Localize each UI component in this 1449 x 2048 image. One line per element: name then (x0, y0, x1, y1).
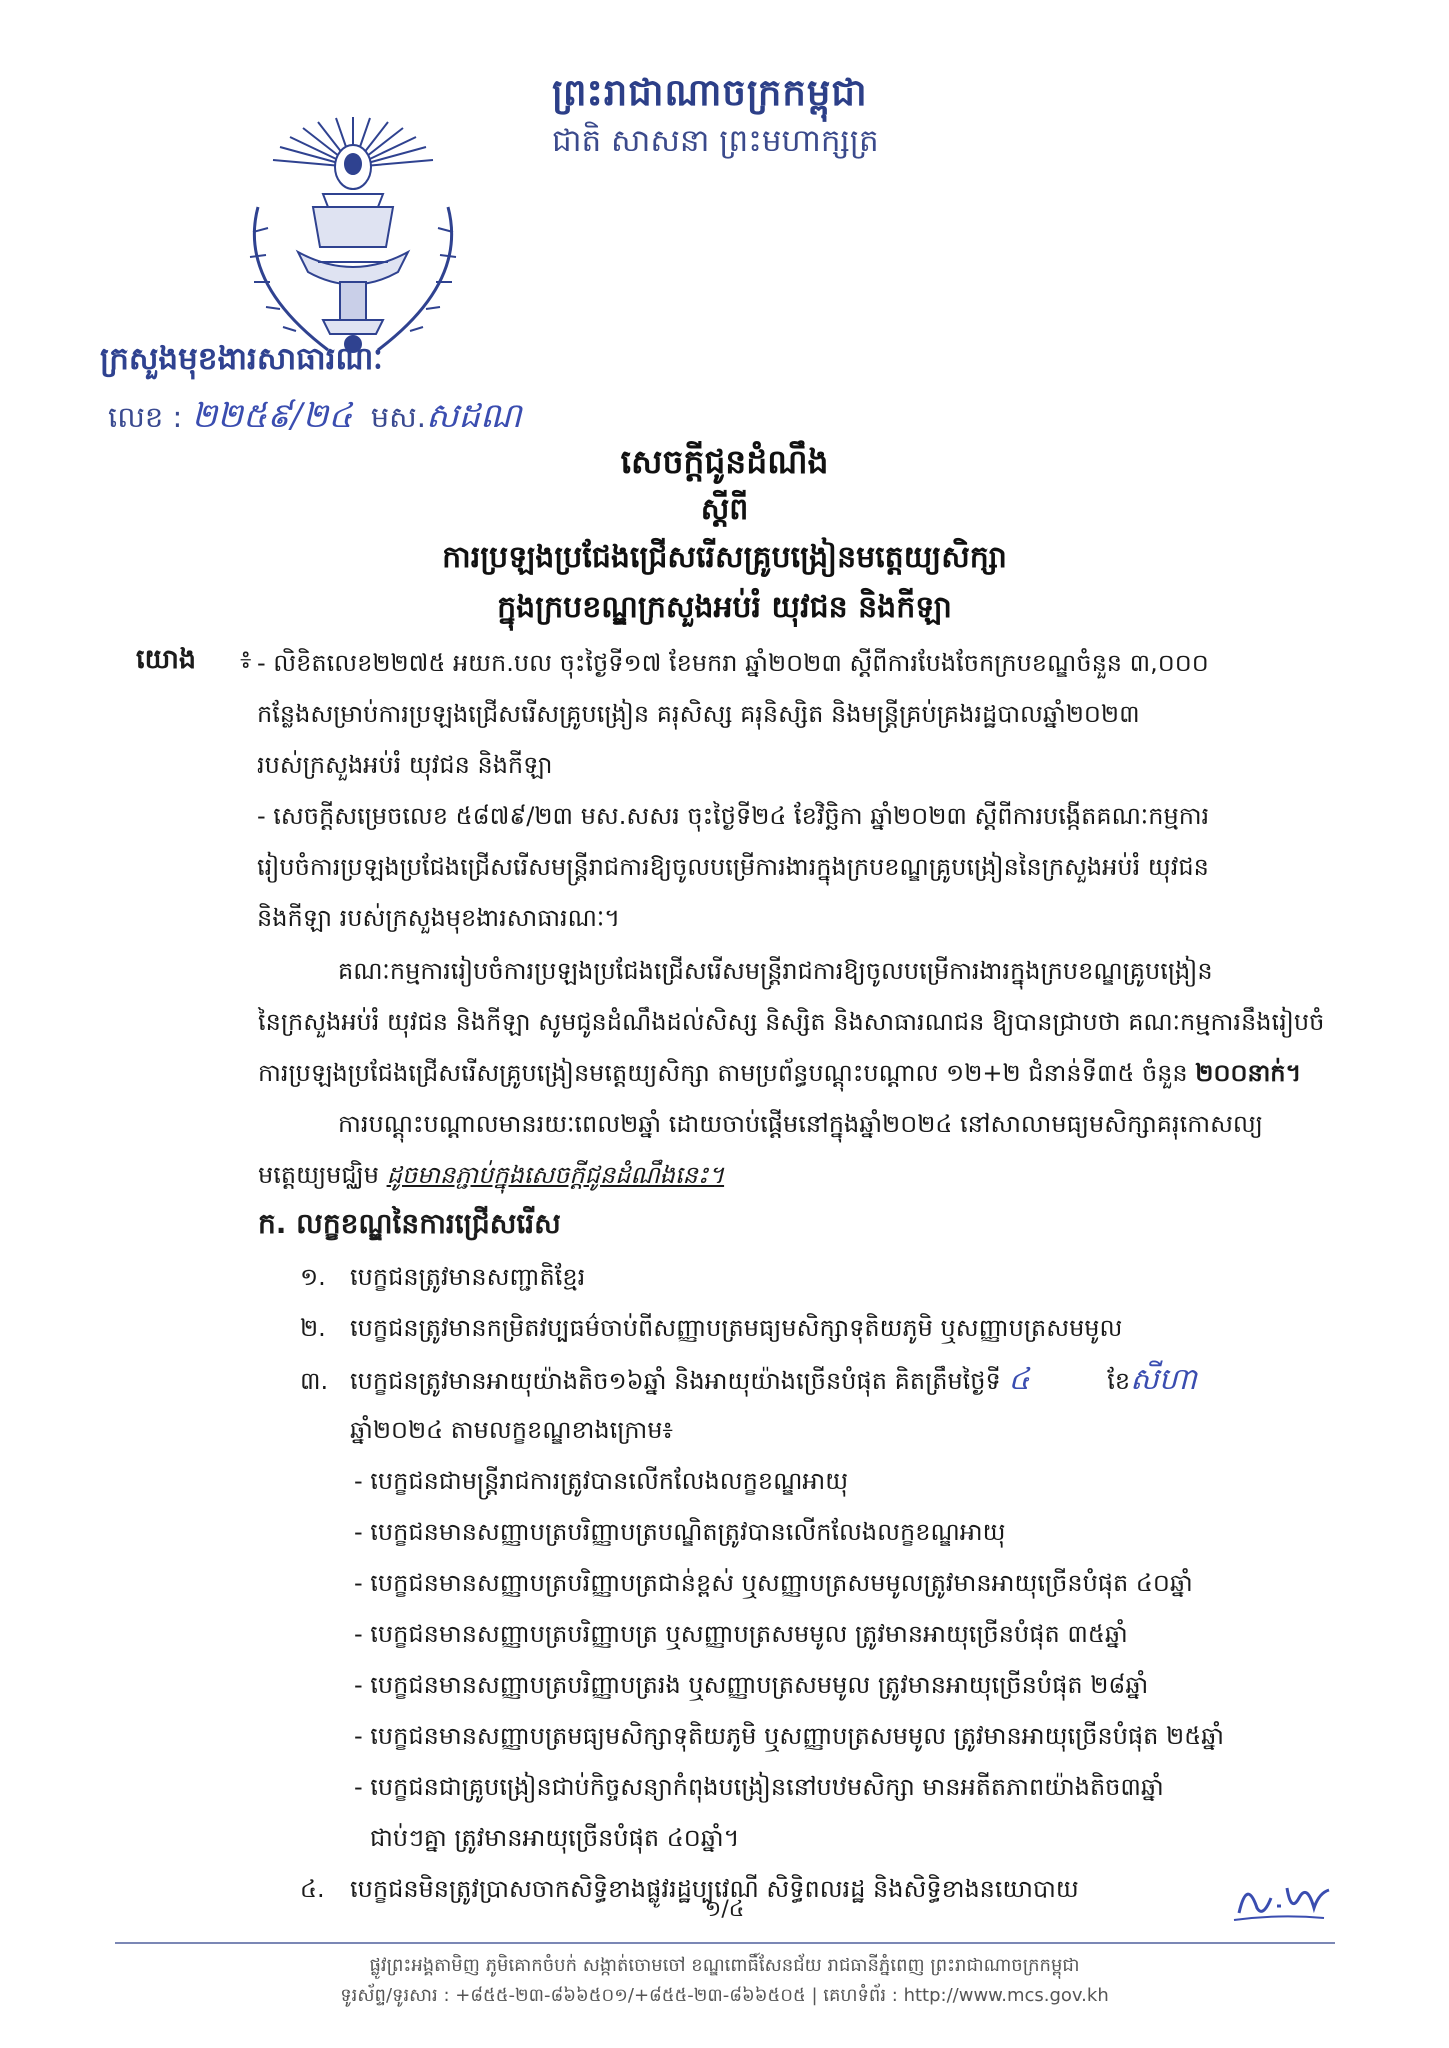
paragraph-1-line-2: នៃក្រសួងអប់រំ យុវជន និងកីឡា សូមជូនដំណឹងដល់សិស្ស និស្សិត និងសាធារណជន ឱ្យបានជ្រាបថា គណៈកម្មការនឹងរៀបចំ (258, 1008, 1325, 1036)
condition-text: បេក្ខជនត្រូវមានអាយុយ៉ាងតិច១៦ឆ្នាំ និងអាយុយ៉ាងច្រើនបំផុត គិតត្រឹមថ្ងៃទី (350, 1367, 1001, 1395)
condition-text: បេក្ខជនមិនត្រូវប្រាសចាកសិទ្ធិខាងផ្លូវរដ្ឋប្បវេណី សិទ្ធិពលរដ្ឋ និងសិទ្ធិខាងនយោបាយ (350, 1875, 1079, 1903)
condition-number: ២. (300, 1314, 326, 1342)
month-label: ខែ (1107, 1367, 1131, 1395)
condition-number: ៤. (300, 1875, 325, 1903)
condition-item-1 (300, 1252, 1370, 1303)
royal-emblem-icon (218, 112, 488, 360)
age-condition-bullet: - បេក្ខជនមានសញ្ញាបត្រមធ្យមសិក្សាទុតិយភូមិ ឬសញ្ញាបត្រសមមូល ត្រូវមានអាយុច្រើនបំផុត ២៥ឆ្នាំ (354, 1722, 1225, 1750)
reference-item-2-line-1: - សេចក្តីសម្រេចលេខ ៥៨៧៩/២៣ មស.សសរ ចុះថ្ងៃទី២៤ ខែវិច្ឆិកា ឆ្នាំ២០២៣ ស្តីពីការបង្កើតគណៈកម្មការ (257, 802, 1210, 830)
age-condition-bullet: - បេក្ខជនមានសញ្ញាបត្របរិញ្ញាបត្រ ឬសញ្ញាបត្រសមមូល ត្រូវមានអាយុច្រើនបំផុត ៣៥ឆ្នាំ (354, 1620, 1128, 1648)
paragraph-1-line-3-text: ការប្រឡងប្រជែងជ្រើសរើសគ្រូបង្រៀនមត្តេយ្យសិក្សា តាមប្រព័ន្ធបណ្តុះបណ្តាល ១២+២ ជំនាន់ទី៣៥ ចំនួន (258, 1059, 1188, 1087)
condition-number: ១. (300, 1263, 326, 1291)
reference-item-1-line-1: - លិខិតលេខ២២៧៥ អយក.បល ចុះថ្ងៃទី១៧ ខែមករា ឆ្នាំ២០២៣ ស្តីពីការបែងចែកក្របខណ្ឌចំនួន ៣,០០០ (257, 649, 1209, 677)
reference-item-1-line-3: របស់ក្រសួងអប់រំ យុវជន និងកីឡា (257, 751, 553, 779)
condition-item-2 (300, 1303, 1370, 1354)
age-condition-bullet: - បេក្ខជនជាគ្រូបង្រៀនជាប់កិច្ចសន្យាកំពុងបង្រៀននៅបឋមសិក្សា មានអតីតភាពយ៉ាងតិច៣ឆ្នាំ (354, 1773, 1164, 1801)
ref-prefix: លេខ : (108, 400, 183, 434)
paragraph-1-line-3 (258, 1048, 1368, 1099)
condition-number: ៣. (300, 1367, 329, 1395)
footer-address: ផ្លូវព្រះអង្គតាមិញ ភូមិគោកចំបក់ សង្កាត់ចោមចៅ ខណ្ឌពោធិ៍សែនជ័យ រាជធានីភ្នំពេញ ព្រះរាជាណាចក្រកម្ពុជា (369, 1955, 1080, 1976)
reference-item-2-line-3: និងកីឡា របស់ក្រសួងមុខងារសាធារណៈ។ (257, 904, 621, 932)
paragraph-2-line-2-text: មត្តេយ្យមជ្ឈិម (258, 1161, 379, 1189)
national-motto: ជាតិ សាសនា ព្រះមហាក្សត្រ (552, 123, 879, 159)
handwritten-day: ៤ (1008, 1362, 1030, 1397)
age-condition-bullet: - បេក្ខជនមានសញ្ញាបត្របរិញ្ញាបត្របណ្ឌិតត្រូវបានលើកលែងលក្ខខណ្ឌអាយុ (354, 1518, 1006, 1546)
kingdom-title: ព្រះរាជាណាចក្រកម្ពុជា (552, 71, 868, 114)
title-subject-line2: ក្នុងក្របខណ្ឌក្រសួងអប់រំ យុវជន និងកីឡា (497, 590, 952, 625)
paragraph-1-line-1: គណៈកម្មការរៀបចំការប្រឡងប្រជែងជ្រើសរើសមន្ត្រីរាជការឱ្យចូលបម្រើការងារក្នុងក្របខណ្ឌគ្រូបង្រៀន (338, 957, 1213, 985)
handwritten-initials-icon (1229, 1868, 1339, 1928)
reference-colon: ៖ (240, 645, 252, 675)
reference-item-1-line-2: កន្លែងសម្រាប់ការប្រឡងជ្រើសរើសគ្រូបង្រៀន គរុសិស្ស គរុនិស្សិត និងមន្ត្រីគ្រប់គ្រងរដ្ឋបាលឆ្នាំ២០២៣ (257, 700, 1140, 728)
condition-item-3-continuation: ឆ្នាំ២០២៤ តាមលក្ខខណ្ឌខាងក្រោម៖ (350, 1416, 673, 1444)
attachment-note: ដូចមានភ្ជាប់ក្នុងសេចក្តីជូនដំណឹងនេះ។ (386, 1161, 725, 1189)
reference-item-2-line-2: រៀបចំការប្រឡងប្រជែងជ្រើសរើសមន្ត្រីរាជការឱ្យចូលបម្រើការងារក្នុងក្របខណ្ឌគ្រូបង្រៀននៃក្រសួងអប់រំ យុវជន (257, 853, 1209, 881)
condition-text: បេក្ខជនត្រូវមានកម្រិតវប្បធម៌ចាប់ពីសញ្ញាបត្រមធ្យមសិក្សាទុតិយភូមិ ឬសញ្ញាបត្រសមមូល (350, 1314, 1123, 1342)
footer-contact: ទូរស័ព្ទ/ទូរសារ : +៨៥៥-២៣-៨៦៦៥០១/+៨៥៥-២៣-៨៦៦៥០៥ | គេហទំព័រ : http://www.mcs.gov.kh (340, 1985, 1109, 2006)
age-condition-bullet-continuation: ជាប់ៗគ្នា ត្រូវមានអាយុច្រើនបំផុត ៤០ឆ្នាំ។ (370, 1824, 740, 1852)
age-condition-bullet: - បេក្ខជនមានសញ្ញាបត្របរិញ្ញាបត្ររង ឬសញ្ញាបត្រសមមូល ត្រូវមានអាយុច្រើនបំផុត ២៨ឆ្នាំ (354, 1671, 1149, 1699)
reference-label: យោង (136, 644, 196, 675)
ref-org: មស. (370, 400, 426, 434)
ref-suffix-handwritten: /២៤ (291, 396, 353, 436)
page-number: ១/៤ (704, 1897, 745, 1922)
reference-number-line (108, 394, 521, 444)
title-subject-label: ស្តីពី (700, 492, 749, 527)
age-condition-bullet: - បេក្ខជនមានសញ្ញាបត្របរិញ្ញាបត្រជាន់ខ្ពស់ ឬសញ្ញាបត្រសមមូលត្រូវមានអាយុច្រើនបំផុត ៤០ឆ្នាំ (354, 1569, 1193, 1597)
age-condition-bullet: - បេក្ខជនជាមន្ត្រីរាជការត្រូវបានលើកលែងលក្ខខណ្ឌអាយុ (354, 1467, 849, 1495)
handwritten-month: សីហា (1130, 1362, 1197, 1397)
condition-text: បេក្ខជនត្រូវមានសញ្ជាតិខ្មែរ (350, 1263, 586, 1291)
ref-number-handwritten: ២២៥៩ (191, 396, 292, 436)
ministry-name: ក្រសួងមុខងារសាធារណៈ (100, 341, 383, 377)
condition-item-3 (300, 1354, 1370, 1407)
title-subject-line1: ការប្រឡងប្រជែងជ្រើសរើសគ្រូបង្រៀនមត្តេយ្យសិក្សា (442, 540, 1007, 575)
document-title: សេចក្តីជូនដំណឹង (620, 442, 829, 481)
paragraph-2-line-2 (258, 1150, 1368, 1201)
paragraph-2-line-1: ការបណ្តុះបណ្តាលមានរយៈពេល២ឆ្នាំ ដោយចាប់ផ្តើមនៅក្នុងឆ្នាំ២០២៤ នៅសាលាមធ្យមសិក្សាគរុកោសល្យ (338, 1110, 1263, 1138)
section-a-heading: ក. លក្ខខណ្ឌនៃការជ្រើសរើស (258, 1207, 561, 1240)
footer-divider (115, 1942, 1335, 1944)
ref-org-handwritten: សដណ (426, 396, 522, 436)
candidate-count: ២០០នាក់។ (1195, 1059, 1302, 1087)
